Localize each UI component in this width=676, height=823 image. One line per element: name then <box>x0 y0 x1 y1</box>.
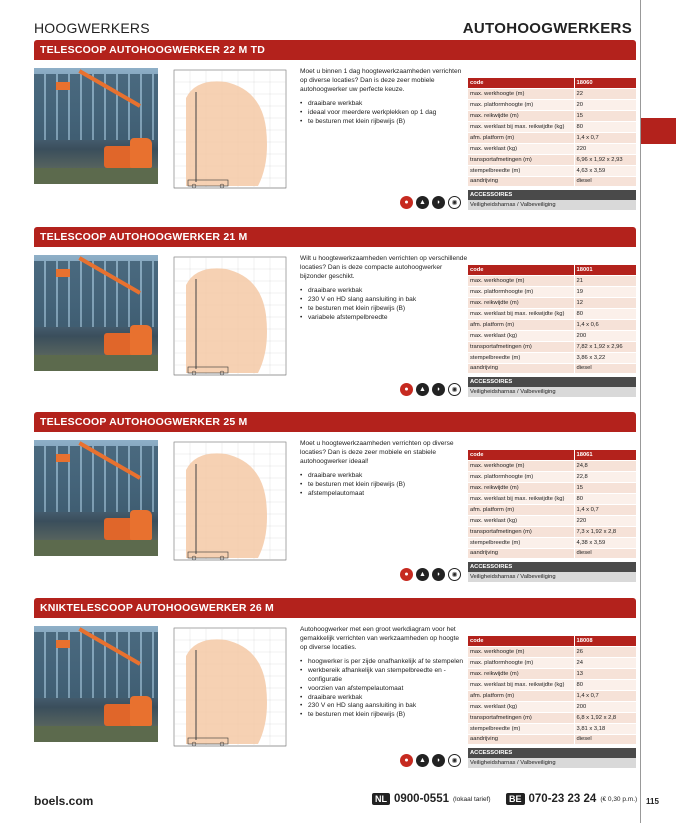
spec-label: max. platformhoogte (m) <box>468 287 574 298</box>
harness-icon: ▲ <box>416 568 429 581</box>
product-description <box>300 626 468 720</box>
feature-item: • te besturen met klein rijbewijs (B) <box>300 305 468 314</box>
spec-value: 7,3 x 1,92 x 2,8 <box>574 526 636 537</box>
spec-row <box>468 363 636 374</box>
spec-row <box>468 330 636 341</box>
accessories-title: ACCESSOIRES <box>468 377 636 387</box>
spec-value: 22,8 <box>574 472 636 483</box>
fan-icon: ✺ <box>448 383 461 396</box>
product-section <box>34 598 636 778</box>
spec-label: code <box>468 265 574 276</box>
spec-row <box>468 461 636 472</box>
diesel-icon: ● <box>400 383 413 396</box>
accessories-item: Veiligheidsharnas / Valbeveiliging <box>468 200 636 210</box>
category-right: AUTOHOOGWERKERS <box>462 20 632 37</box>
spec-table <box>468 450 636 559</box>
feature-item: • draaibare werkbak <box>300 287 468 296</box>
spec-value: 220 <box>574 515 636 526</box>
spec-value: 15 <box>574 483 636 494</box>
nl-phone-block <box>372 793 491 805</box>
accessories-box <box>468 190 636 210</box>
spec-row <box>468 658 636 669</box>
feature-icons <box>400 568 461 581</box>
feature-item: • te besturen met klein rijbewijs (B) <box>300 711 468 720</box>
description-text: Wilt u hoogtewerkzaamheden verrichten op verschillende locaties? Dan is deze compacte autohoogwerker bijzonder geschikt. <box>300 255 468 280</box>
spec-label: afm. platform (m) <box>468 319 574 330</box>
working-range-diagram <box>166 440 296 580</box>
spec-row <box>468 265 636 276</box>
feature-item: • 230 V en HD slang aansluiting in bak <box>300 296 468 305</box>
spec-value: 80 <box>574 680 636 691</box>
product-title: TELESCOOP AUTOHOOGWERKER 22 M TD <box>34 40 636 60</box>
spec-label: max. werkhoogte (m) <box>468 276 574 287</box>
accessories-title: ACCESSOIRES <box>468 190 636 200</box>
product-section <box>34 40 636 220</box>
working-range-diagram <box>166 68 296 208</box>
feature-item: • draaibare werkbak <box>300 100 468 109</box>
spec-label: aandrijving <box>468 548 574 559</box>
helmet-icon: ◗ <box>432 568 445 581</box>
spec-label: max. reikwijdte (m) <box>468 483 574 494</box>
diesel-icon: ● <box>400 196 413 209</box>
spec-row <box>468 132 636 143</box>
description-text: Autohoogwerker met een groot werkdiagram voor het gemakkelijk verrichten van werkzaamheden op hoogte op diverse locaties. <box>300 626 460 651</box>
description-text: Moet u binnen 1 dag hoogtewerkzaamheden verrichten op diverse locaties? Dan is deze zeer mobiele autohoogwerker uw perfecte keuze. <box>300 68 462 93</box>
feature-icons <box>400 196 461 209</box>
product-description <box>300 440 468 499</box>
spec-value: 80 <box>574 309 636 320</box>
spec-value: 7,82 x 1,92 x 2,96 <box>574 341 636 352</box>
spec-row <box>468 472 636 483</box>
spec-row <box>468 154 636 165</box>
spec-row <box>468 309 636 320</box>
feature-item: • te besturen met klein rijbewijs (B) <box>300 118 468 127</box>
spec-row <box>468 100 636 111</box>
spec-table <box>468 265 636 374</box>
spec-value: 1,4 x 0,6 <box>574 319 636 330</box>
accessories-item: Veiligheidsharnas / Valbeveiliging <box>468 758 636 768</box>
feature-item: • draaibare werkbak <box>300 472 468 481</box>
spec-row <box>468 122 636 133</box>
spec-value: 18061 <box>574 450 636 461</box>
spec-value: 6,8 x 1,92 x 2,8 <box>574 712 636 723</box>
accessories-title: ACCESSOIRES <box>468 562 636 572</box>
feature-icons <box>400 383 461 396</box>
spec-label: stempelbreedte (m) <box>468 537 574 548</box>
spec-row <box>468 680 636 691</box>
spec-row <box>468 78 636 89</box>
spec-row <box>468 647 636 658</box>
spec-label: aandrijving <box>468 734 574 745</box>
fan-icon: ✺ <box>448 754 461 767</box>
spec-value: 3,86 x 3,22 <box>574 352 636 363</box>
nl-badge: NL <box>372 793 390 805</box>
feature-item: • te besturen met klein rijbewijs (B) <box>300 481 468 490</box>
product-photo <box>34 255 158 371</box>
spec-label: max. werkhoogte (m) <box>468 647 574 658</box>
spec-value: 200 <box>574 701 636 712</box>
website-link[interactable]: boels.com <box>34 794 94 808</box>
spec-label: afm. platform (m) <box>468 132 574 143</box>
spec-label: afm. platform (m) <box>468 690 574 701</box>
spec-row <box>468 287 636 298</box>
spec-row <box>468 712 636 723</box>
spec-value: 24 <box>574 658 636 669</box>
product-photo <box>34 440 158 556</box>
be-phone-block <box>506 793 637 805</box>
product-photo <box>34 68 158 184</box>
product-photo <box>34 626 158 742</box>
harness-icon: ▲ <box>416 754 429 767</box>
spec-value: 26 <box>574 647 636 658</box>
spec-value: 18001 <box>574 265 636 276</box>
feature-item: • 230 V en HD slang aansluiting in bak <box>300 702 468 711</box>
spec-label: max. werklast (kg) <box>468 701 574 712</box>
feature-item: • hoogwerker is per zijde onafhankelijk af te stempelen <box>300 658 468 667</box>
feature-list <box>300 100 468 126</box>
spec-row <box>468 89 636 100</box>
spec-value: 20 <box>574 100 636 111</box>
helmet-icon: ◗ <box>432 754 445 767</box>
feature-icons <box>400 754 461 767</box>
spec-value: 13 <box>574 669 636 680</box>
spec-row <box>468 537 636 548</box>
description-text: Moet u hoogtewerkzaamheden verrichten op diverse locaties? Dan is deze zeer mobiele en stabiele autohoogwerker ideaal! <box>300 440 454 465</box>
spec-row <box>468 548 636 559</box>
spec-value: 21 <box>574 276 636 287</box>
spec-value: diesel <box>574 734 636 745</box>
feature-list <box>300 658 468 720</box>
spec-value: 18060 <box>574 78 636 89</box>
spec-label: max. werklast bij max. reikwijdte (kg) <box>468 680 574 691</box>
spec-label: aandrijving <box>468 176 574 187</box>
helmet-icon: ◗ <box>432 383 445 396</box>
spec-row <box>468 276 636 287</box>
spec-label: max. werklast (kg) <box>468 330 574 341</box>
spec-value: 4,63 x 3,59 <box>574 165 636 176</box>
spec-table <box>468 636 636 745</box>
spec-label: afm. platform (m) <box>468 504 574 515</box>
spec-value: 24,8 <box>574 461 636 472</box>
spec-label: max. platformhoogte (m) <box>468 100 574 111</box>
feature-list <box>300 472 468 498</box>
spec-label: max. reikwijdte (m) <box>468 111 574 122</box>
product-description <box>300 255 468 323</box>
spec-row <box>468 669 636 680</box>
spec-value: 200 <box>574 330 636 341</box>
working-range-diagram <box>166 626 296 766</box>
spec-label: max. werklast (kg) <box>468 515 574 526</box>
feature-item: • variabele afstempelbreedte <box>300 314 468 323</box>
spec-value: 80 <box>574 494 636 505</box>
feature-item: • afstempelautomaat <box>300 490 468 499</box>
nl-phone[interactable]: 0900-0551 <box>394 793 449 805</box>
working-range-diagram <box>166 255 296 395</box>
spec-row <box>468 143 636 154</box>
spec-value: 6,96 x 1,92 x 2,93 <box>574 154 636 165</box>
spec-row <box>468 165 636 176</box>
spec-row <box>468 494 636 505</box>
harness-icon: ▲ <box>416 196 429 209</box>
spec-value: 19 <box>574 287 636 298</box>
spec-label: aandrijving <box>468 363 574 374</box>
spec-row <box>468 450 636 461</box>
feature-list <box>300 287 468 322</box>
diesel-icon: ● <box>400 754 413 767</box>
spec-row <box>468 176 636 187</box>
nl-note: (lokaal tarief) <box>453 795 491 803</box>
spec-value: 4,38 x 3,59 <box>574 537 636 548</box>
spec-label: transportafmetingen (m) <box>468 154 574 165</box>
spec-label: code <box>468 636 574 647</box>
diesel-icon: ● <box>400 568 413 581</box>
be-phone[interactable]: 070-23 23 24 <box>528 793 597 805</box>
page-number: 115 <box>646 797 659 806</box>
spec-row <box>468 526 636 537</box>
spec-value: 12 <box>574 298 636 309</box>
spec-label: transportafmetingen (m) <box>468 712 574 723</box>
chapter-tab <box>641 118 676 144</box>
spec-value: 220 <box>574 143 636 154</box>
spec-label: transportafmetingen (m) <box>468 526 574 537</box>
product-title: TELESCOOP AUTOHOOGWERKER 25 M <box>34 412 636 432</box>
spec-row <box>468 111 636 122</box>
feature-item: • ideaal voor meerdere werkplekken op 1 dag <box>300 109 468 118</box>
spec-label: max. reikwijdte (m) <box>468 298 574 309</box>
spec-value: 1,4 x 0,7 <box>574 132 636 143</box>
spec-label: max. reikwijdte (m) <box>468 669 574 680</box>
spec-value: 22 <box>574 89 636 100</box>
feature-item: • voorzien van afstempelautomaat <box>300 685 468 694</box>
accessories-title: ACCESSOIRES <box>468 748 636 758</box>
category-left: HOOGWERKERS <box>34 20 150 36</box>
spec-label: max. werklast bij max. reikwijdte (kg) <box>468 122 574 133</box>
spec-row <box>468 319 636 330</box>
product-title: TELESCOOP AUTOHOOGWERKER 21 M <box>34 227 636 247</box>
product-section <box>34 412 636 592</box>
be-note: (€ 0,30 p.m.) <box>600 795 638 803</box>
spec-label: transportafmetingen (m) <box>468 341 574 352</box>
spec-value: diesel <box>574 176 636 187</box>
product-description <box>300 68 468 127</box>
spec-row <box>468 723 636 734</box>
feature-item: • werkbereik afhankelijk van stempelbreedte en -configuratie <box>300 667 468 685</box>
spec-row <box>468 483 636 494</box>
spec-label: code <box>468 450 574 461</box>
spec-table <box>468 78 636 187</box>
spec-label: stempelbreedte (m) <box>468 723 574 734</box>
helmet-icon: ◗ <box>432 196 445 209</box>
accessories-item: Veiligheidsharnas / Valbeveiliging <box>468 572 636 582</box>
fan-icon: ✺ <box>448 196 461 209</box>
spec-label: max. werklast bij max. reikwijdte (kg) <box>468 309 574 320</box>
spec-row <box>468 352 636 363</box>
spec-value: diesel <box>574 548 636 559</box>
spec-row <box>468 504 636 515</box>
spec-label: stempelbreedte (m) <box>468 165 574 176</box>
spec-value: 1,4 x 0,7 <box>574 690 636 701</box>
spec-label: max. platformhoogte (m) <box>468 658 574 669</box>
spec-label: max. werklast bij max. reikwijdte (kg) <box>468 494 574 505</box>
spec-row <box>468 690 636 701</box>
spec-label: stempelbreedte (m) <box>468 352 574 363</box>
spec-label: max. platformhoogte (m) <box>468 472 574 483</box>
product-section <box>34 227 636 407</box>
spec-row <box>468 341 636 352</box>
accessories-box <box>468 562 636 582</box>
spec-value: 15 <box>574 111 636 122</box>
accessories-box <box>468 377 636 397</box>
spec-row <box>468 734 636 745</box>
spec-label: max. werkhoogte (m) <box>468 89 574 100</box>
spec-value: 1,4 x 0,7 <box>574 504 636 515</box>
accessories-box <box>468 748 636 768</box>
spec-value: diesel <box>574 363 636 374</box>
harness-icon: ▲ <box>416 383 429 396</box>
product-title: KNIKTELESCOOP AUTOHOOGWERKER 26 M <box>34 598 636 618</box>
fan-icon: ✺ <box>448 568 461 581</box>
spec-row <box>468 515 636 526</box>
feature-item: • draaibare werkbak <box>300 694 468 703</box>
spec-value: 3,81 x 3,18 <box>574 723 636 734</box>
spec-label: max. werkhoogte (m) <box>468 461 574 472</box>
spec-row <box>468 701 636 712</box>
be-badge: BE <box>506 793 525 805</box>
spec-row <box>468 636 636 647</box>
spec-value: 80 <box>574 122 636 133</box>
accessories-item: Veiligheidsharnas / Valbeveiliging <box>468 387 636 397</box>
spec-value: 18008 <box>574 636 636 647</box>
spec-label: code <box>468 78 574 89</box>
spec-row <box>468 298 636 309</box>
spec-label: max. werklast (kg) <box>468 143 574 154</box>
